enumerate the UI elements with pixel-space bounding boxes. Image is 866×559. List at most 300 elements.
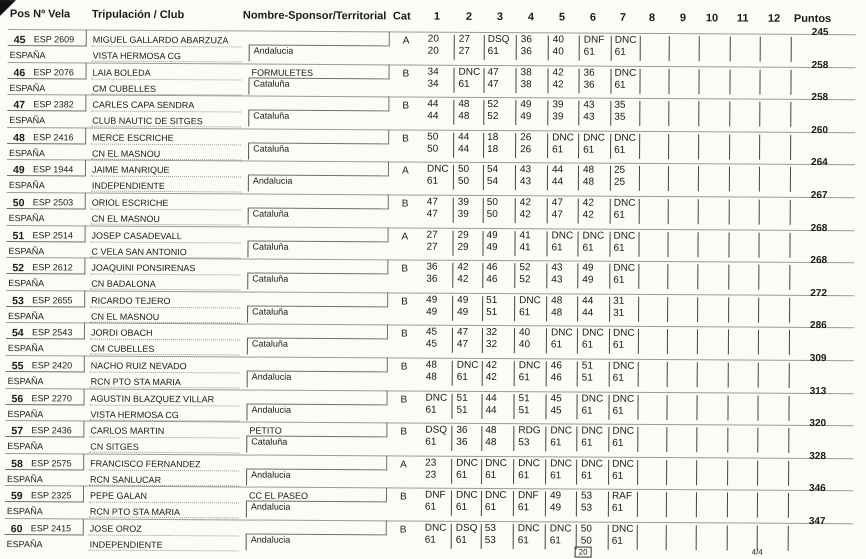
total-points: 268 xyxy=(810,222,828,234)
territory: Cataluña xyxy=(251,436,288,447)
race-4-result: DNC xyxy=(518,360,541,372)
sponsor-divider xyxy=(248,110,249,127)
race-6-score: 48 xyxy=(582,176,595,189)
race-2-score: 44 xyxy=(458,143,470,155)
race-1-score: 61 xyxy=(426,176,439,188)
sponsor-box xyxy=(248,161,389,177)
race-divider xyxy=(697,232,698,257)
header-cat: Cat xyxy=(392,10,411,23)
race-divider xyxy=(729,102,730,127)
race-4-result: 52 xyxy=(519,262,531,274)
race-divider xyxy=(576,492,577,517)
sail-number: ESP 2325 xyxy=(30,490,72,501)
sponsor-divider xyxy=(246,501,247,518)
race-divider xyxy=(788,395,789,420)
race-5-score: 61 xyxy=(551,241,563,254)
race-4-score: 61 xyxy=(519,306,531,319)
race-divider xyxy=(578,133,579,158)
race-2-result: 42 xyxy=(457,261,469,274)
crew-underline xyxy=(90,404,240,406)
race-divider xyxy=(608,394,609,419)
race-2-score: 42 xyxy=(457,273,469,286)
race-5-result: DNC xyxy=(552,132,574,144)
race-divider xyxy=(697,330,698,355)
race-6-score: 61 xyxy=(582,242,594,254)
race-3-score: 50 xyxy=(486,208,498,221)
race-divider xyxy=(640,36,641,61)
nation: ESPAÑA xyxy=(7,343,44,354)
race-divider xyxy=(637,427,638,452)
race-7-result: DNC xyxy=(612,425,635,438)
race-divider xyxy=(666,492,667,517)
race-5-result: 39 xyxy=(552,99,564,111)
race-5-result: 47 xyxy=(551,197,563,209)
race-7-result: DNC xyxy=(614,67,637,79)
crew-name: MERCE ESCRICHE xyxy=(92,132,174,143)
race-7-result: DNC xyxy=(611,523,634,535)
race-4-result: DNF xyxy=(517,490,539,502)
race-6-score: 43 xyxy=(583,111,595,123)
race-4-score: 51 xyxy=(518,404,530,416)
race-3-score: 54 xyxy=(486,176,499,188)
position: 46 xyxy=(13,66,26,79)
territory: Andalucia xyxy=(253,45,294,56)
club-name: CN BADALONA xyxy=(91,278,156,290)
race-divider xyxy=(453,198,454,223)
header-sponsor: Nombre-Sponsor/Territorial xyxy=(242,9,387,23)
race-divider xyxy=(727,493,728,518)
sail-number: ESP 2612 xyxy=(32,262,73,273)
race-divider xyxy=(545,459,546,484)
race-1-score: 50 xyxy=(427,143,439,155)
race-5-score: 43 xyxy=(551,274,563,286)
sponsor-box xyxy=(248,128,389,144)
race-divider xyxy=(637,460,638,485)
race-divider xyxy=(513,492,514,517)
race-divider xyxy=(453,100,454,125)
race-2-score: 47 xyxy=(456,339,469,351)
race-divider xyxy=(546,361,547,386)
crew-name: RICARDO TEJERO xyxy=(91,295,171,306)
race-4-result: DNC xyxy=(518,457,540,470)
race-4-result: 41 xyxy=(519,229,531,241)
race-divider xyxy=(576,427,577,452)
race-1-result: 36 xyxy=(426,261,438,273)
position: 52 xyxy=(12,262,25,275)
sponsor: FORMULETES xyxy=(251,67,314,78)
sponsor-divider xyxy=(246,534,247,551)
race-divider xyxy=(453,165,454,190)
race-divider xyxy=(609,329,610,354)
total-points: 346 xyxy=(808,483,826,495)
race-5-result: 44 xyxy=(551,164,564,176)
race-1-result: 44 xyxy=(427,98,439,110)
crew-name: CARLES CAPA SENDRA xyxy=(92,99,195,111)
race-1-result: 48 xyxy=(425,359,437,371)
sail-box xyxy=(8,62,87,79)
race-4-score: 53 xyxy=(518,437,530,449)
nation: ESPAÑA xyxy=(6,506,43,517)
race-2-score: 27 xyxy=(458,45,470,57)
club-name: VISTA HERMOSA CG xyxy=(92,50,182,62)
race-4-score: 61 xyxy=(518,469,530,482)
nation: ESPAÑA xyxy=(8,310,44,322)
race-divider xyxy=(451,524,452,549)
territory: Andalucia xyxy=(250,534,291,545)
crew-underline xyxy=(89,502,239,504)
header-race-6: 6 xyxy=(589,11,597,24)
sponsor-box xyxy=(248,194,389,210)
nation: ESPAÑA xyxy=(7,473,43,485)
crew-name: PEPE GALAN xyxy=(89,490,148,502)
race-6-score: 42 xyxy=(582,209,594,221)
race-2-result: 29 xyxy=(457,229,469,241)
race-2-result: DNC xyxy=(456,359,479,371)
race-divider xyxy=(698,134,699,159)
race-3-score: 61 xyxy=(487,45,499,58)
race-divider xyxy=(696,395,697,420)
total-points: 258 xyxy=(811,92,829,104)
race-6-score: 44 xyxy=(582,307,594,319)
header-race-4: 4 xyxy=(527,11,535,24)
race-divider xyxy=(789,298,790,323)
race-2-score: 48 xyxy=(458,110,470,123)
race-2-result: 51 xyxy=(456,392,468,404)
race-6-result: DNC xyxy=(581,458,603,470)
race-divider xyxy=(759,134,760,159)
race-5-result: DNC xyxy=(549,523,572,535)
race-divider xyxy=(451,426,452,451)
category: B xyxy=(400,361,408,373)
race-divider xyxy=(482,361,483,386)
club-name: INDEPENDIENTE xyxy=(89,539,163,551)
crew-underline xyxy=(90,339,240,341)
sponsor-box xyxy=(248,226,389,242)
sail-number: ESP 2076 xyxy=(33,66,74,78)
race-5-score: 61 xyxy=(552,144,564,156)
sail-number: ESP 2655 xyxy=(32,294,73,306)
page-number: 4/4 xyxy=(751,547,763,557)
sponsor-box xyxy=(247,357,388,373)
race-divider xyxy=(728,265,729,290)
sponsor-divider xyxy=(247,371,248,388)
race-1-score: 23 xyxy=(425,469,437,481)
nation: ESPAÑA xyxy=(9,82,46,93)
race-divider xyxy=(698,101,699,126)
race-divider xyxy=(639,101,640,126)
sponsor-divider xyxy=(249,45,250,62)
race-7-score: 61 xyxy=(614,46,626,58)
race-divider xyxy=(758,232,759,257)
race-3-result: 51 xyxy=(486,294,498,306)
race-divider xyxy=(666,427,667,452)
race-4-score: 26 xyxy=(520,143,532,156)
race-divider xyxy=(727,428,728,453)
race-divider xyxy=(638,362,639,387)
race-divider xyxy=(515,198,516,223)
sail-box xyxy=(7,94,86,111)
race-2-score: 61 xyxy=(456,371,468,383)
territory: Cataluña xyxy=(253,143,290,154)
race-6-score: 61 xyxy=(581,339,594,352)
race-divider xyxy=(545,492,546,517)
race-5-result: DNC xyxy=(550,425,573,437)
race-divider xyxy=(483,68,484,93)
race-divider xyxy=(545,394,546,419)
race-divider xyxy=(667,297,668,322)
race-divider xyxy=(728,232,729,257)
sail-number: ESP 2543 xyxy=(31,327,73,338)
crew-name: LAIA BOLEDA xyxy=(92,67,151,78)
club-name: CN SITGES xyxy=(90,441,139,453)
race-7-result: DNC xyxy=(614,132,636,144)
sail-box xyxy=(5,485,84,502)
sail-number: ESP 1944 xyxy=(32,164,74,175)
race-5-score: 45 xyxy=(550,404,562,417)
race-divider xyxy=(608,525,609,550)
race-divider xyxy=(727,525,728,550)
race-divider xyxy=(481,524,482,549)
sail-box xyxy=(6,290,85,307)
crew-underline xyxy=(91,209,241,211)
race-4-score: 61 xyxy=(518,372,530,384)
race-3-score: 46 xyxy=(486,274,498,286)
crew-underline xyxy=(91,176,241,178)
race-divider xyxy=(481,426,482,451)
position: 60 xyxy=(10,523,23,536)
race-divider xyxy=(639,69,640,94)
race-2-result: DSQ xyxy=(455,522,478,534)
race-6-result: 48 xyxy=(582,164,595,177)
race-5-score: 44 xyxy=(551,176,564,188)
table-row xyxy=(0,515,863,556)
territory: Cataluña xyxy=(252,306,289,317)
club-name: CM CUBELLES xyxy=(90,343,155,355)
race-2-result: DNC xyxy=(456,457,478,469)
sail-number: ESP 2382 xyxy=(33,99,74,110)
race-divider xyxy=(698,199,699,224)
territory: Cataluña xyxy=(251,338,288,350)
header-race-2: 2 xyxy=(465,10,473,23)
race-2-result: DNC xyxy=(455,490,478,502)
sail-number: ESP 2575 xyxy=(31,457,72,469)
race-divider xyxy=(667,329,668,354)
race-4-result: 43 xyxy=(519,164,532,176)
race-1-score: 45 xyxy=(425,338,438,351)
crew-name: JOAQUINI PONSIRENAS xyxy=(91,262,196,274)
race-1-result: DSQ xyxy=(425,424,448,436)
header-puntos: Puntos xyxy=(793,12,832,26)
position: 56 xyxy=(11,392,24,405)
race-6-score: 49 xyxy=(582,274,594,286)
race-6-score: 61 xyxy=(581,437,593,449)
race-5-result: DNC xyxy=(550,458,572,470)
race-divider xyxy=(577,296,578,321)
race-5-score: 42 xyxy=(552,78,564,91)
race-1-score: 61 xyxy=(425,404,437,416)
sponsor: PETITO xyxy=(249,425,282,436)
race-divider xyxy=(608,492,609,517)
race-divider xyxy=(609,231,610,256)
race-divider xyxy=(639,134,640,159)
race-7-score: 61 xyxy=(611,503,624,515)
crew-underline xyxy=(92,78,242,80)
race-divider xyxy=(696,493,697,518)
race-7-result: 31 xyxy=(613,295,625,307)
sail-box xyxy=(5,420,84,437)
nation: ESPAÑA xyxy=(8,180,45,191)
race-divider xyxy=(483,165,484,190)
race-divider xyxy=(697,297,698,322)
race-3-result: 18 xyxy=(487,131,499,143)
total-points: 268 xyxy=(810,255,828,267)
race-4-result: 42 xyxy=(519,197,531,209)
crew-name: NACHO RUIZ NEVADO xyxy=(90,360,187,372)
race-divider xyxy=(577,264,578,289)
race-divider xyxy=(791,37,792,62)
total-points: 328 xyxy=(809,450,826,462)
race-7-score: 61 xyxy=(613,242,625,254)
nation: ESPAÑA xyxy=(7,408,44,419)
race-6-result: 50 xyxy=(580,523,592,535)
race-7-score: 61 xyxy=(613,274,625,287)
race-divider xyxy=(758,265,759,290)
race-5-score: 39 xyxy=(552,111,564,123)
total-points: 272 xyxy=(810,287,827,299)
race-divider xyxy=(697,362,698,387)
club-name: CN EL MASNOU xyxy=(91,311,160,322)
race-4-result: RDG xyxy=(518,425,541,437)
race-4-score: 40 xyxy=(518,339,531,351)
race-4-score: 41 xyxy=(519,241,531,253)
race-7-score: 61 xyxy=(613,209,625,221)
race-5-result: 48 xyxy=(551,295,563,307)
race-divider xyxy=(514,361,515,386)
race-4-score: 61 xyxy=(517,535,529,547)
race-4-score: 52 xyxy=(519,274,531,286)
race-3-result: 53 xyxy=(484,522,496,535)
race-5-score: 40 xyxy=(552,46,564,58)
race-3-score: 47 xyxy=(487,78,499,90)
sail-box xyxy=(7,225,86,242)
race-3-score: 52 xyxy=(487,111,499,123)
race-5-score: 61 xyxy=(549,535,561,547)
race-5-result: DNC xyxy=(550,327,573,339)
race-2-score: 49 xyxy=(457,306,469,318)
sponsor-box xyxy=(247,291,388,307)
race-divider xyxy=(667,264,668,289)
race-divider xyxy=(451,459,452,484)
position: 57 xyxy=(11,425,24,438)
race-1-score: 61 xyxy=(425,436,437,448)
race-divider xyxy=(666,525,667,550)
header-race-12: 12 xyxy=(767,12,781,25)
race-3-result: 42 xyxy=(485,359,497,372)
race-divider xyxy=(729,69,730,94)
race-divider xyxy=(482,296,483,321)
total-points: 309 xyxy=(809,352,827,365)
race-7-result: DNC xyxy=(612,393,635,405)
race-3-score: 32 xyxy=(485,339,498,351)
race-6-result: DNC xyxy=(582,230,605,242)
club-name: RCN PTO STA MARIA xyxy=(90,376,181,388)
race-4-score: 36 xyxy=(520,46,532,58)
crew-name: AGUSTIN BLAZQUEZ VILLAR xyxy=(90,393,215,404)
race-divider xyxy=(609,264,610,289)
race-divider xyxy=(698,69,699,94)
race-divider xyxy=(577,329,578,354)
club-underline xyxy=(89,550,239,552)
race-divider xyxy=(639,199,640,224)
race-6-score: 36 xyxy=(583,79,595,91)
race-3-score: 42 xyxy=(485,371,497,384)
race-5-score: 61 xyxy=(550,437,562,449)
race-2-score: 36 xyxy=(456,436,468,449)
race-6-result: DNC xyxy=(583,132,605,144)
race-divider xyxy=(790,135,791,160)
race-1-result: 23 xyxy=(425,457,437,469)
race-divider xyxy=(667,362,668,387)
race-1-score: 34 xyxy=(427,78,439,90)
sponsor-divider xyxy=(248,208,249,225)
race-divider xyxy=(789,363,790,388)
race-divider xyxy=(757,493,758,518)
race-divider xyxy=(789,232,790,257)
crew-underline xyxy=(89,535,239,537)
race-5-result: 46 xyxy=(550,360,562,372)
race-divider xyxy=(515,100,516,125)
territory: Andalucia xyxy=(250,501,291,513)
race-3-score: 61 xyxy=(485,469,497,481)
race-6-result: DNC xyxy=(581,327,604,340)
race-divider xyxy=(729,134,730,159)
race-divider xyxy=(788,461,789,486)
sail-box xyxy=(6,257,85,274)
crew-name: JOSE OROZ xyxy=(89,523,142,534)
territory: Cataluña xyxy=(253,78,290,89)
sponsor-divider xyxy=(246,436,247,453)
sail-number: ESP 2514 xyxy=(32,229,73,241)
race-2-result: 50 xyxy=(457,164,470,176)
race-divider xyxy=(609,362,610,387)
race-2-result: 44 xyxy=(458,131,470,143)
race-divider xyxy=(483,198,484,223)
territory: Andalucia xyxy=(251,371,292,382)
sail-box xyxy=(6,355,85,372)
race-divider xyxy=(790,102,791,127)
position: 55 xyxy=(11,360,24,373)
race-2-score: 61 xyxy=(458,78,470,90)
nation: ESPAÑA xyxy=(6,539,43,550)
race-1-score: 36 xyxy=(426,273,438,285)
sponsor-box xyxy=(247,324,388,340)
category: B xyxy=(400,328,408,340)
header-race-5: 5 xyxy=(558,11,566,24)
race-7-result: DNC xyxy=(614,34,637,46)
race-3-result: DSQ xyxy=(487,33,510,46)
category: A xyxy=(401,165,409,177)
race-4-score: 49 xyxy=(520,111,532,123)
race-divider xyxy=(482,263,483,288)
race-divider xyxy=(516,35,517,60)
race-3-result: 32 xyxy=(485,327,498,339)
race-3-result: 46 xyxy=(486,262,498,274)
territory: Cataluña xyxy=(252,241,289,252)
nation: ESPAÑA xyxy=(8,213,45,224)
race-divider xyxy=(757,395,758,420)
total-points: 260 xyxy=(811,124,828,136)
race-1-result: DNF xyxy=(424,489,446,502)
